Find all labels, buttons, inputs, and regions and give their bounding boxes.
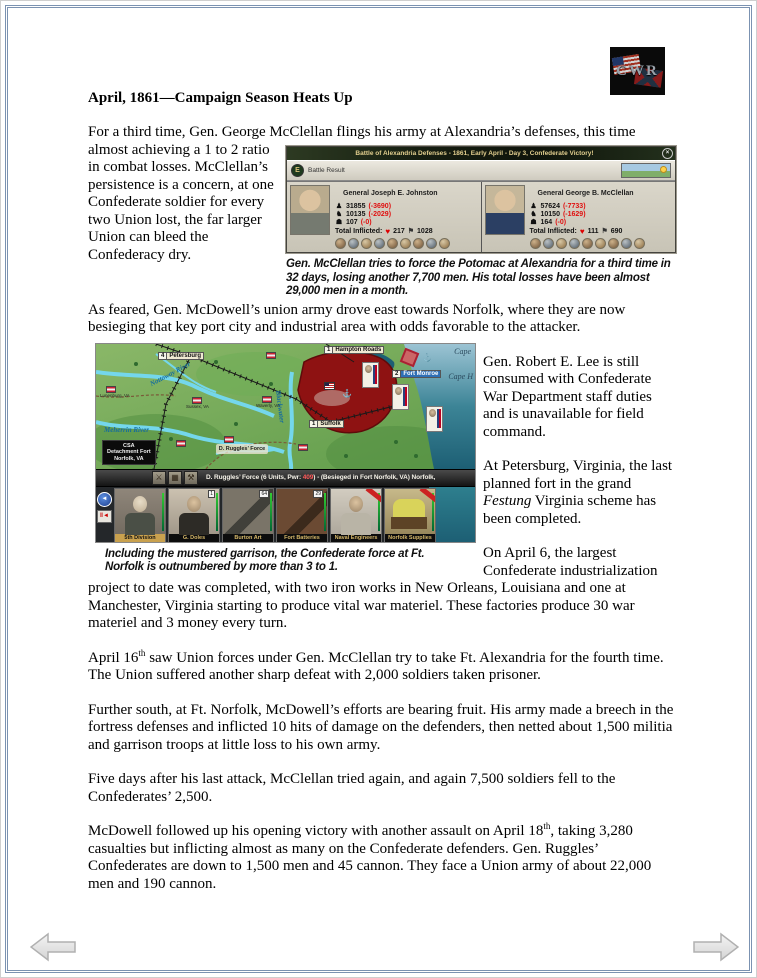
view-battlefield-button[interactable] [621,163,671,178]
union-unit-stack[interactable] [392,384,409,410]
sea-label-cape-h: Cape H [448,371,473,381]
heart-icon: ♥ [579,227,585,236]
unit-panel [96,487,475,542]
festung-italic: Festung [483,493,532,509]
johnston-portrait [290,185,330,235]
map-label-fort-monroe[interactable]: 2 Fort Monroe [392,370,441,378]
paragraph-3: Gen. Robert E. Lee is still consumed with Confederate War Department staff duties and is unavailable for field command. [483,353,652,440]
prisoners-icon: ⚑ [601,228,608,235]
confederate-flag-marker[interactable] [262,396,272,403]
unit-portrait-row [335,238,478,249]
cannon-icon: ☗ [335,219,343,226]
force-label: D. Ruggles’ Force [216,444,268,455]
previous-page-arrow[interactable] [30,932,76,967]
battle-result-icon: E [291,164,304,177]
union-flag-marker[interactable] [324,382,335,390]
paragraph-6: April 16th saw Union forces under Gen. McClellan try to take Ft. Alexandria for the fourth time. The Union suffered another sharp defeat with 2,000 soldiers taken prisoner. [88,647,664,683]
town-label: Lunenburg, VA [100,392,130,398]
map-label-petersburg[interactable]: 4 Petersburg [158,352,204,360]
paragraph-9: McDowell followed up his opening victory with another assault on April 18th, taking 3,280 casualties but inflicting almost as many on the Confederate defenders. Gen. Ruggles’ Confederates are down to 1,500 men and 45 cannon. They face a Union army of about 22,000 men and 190 cannon. [88,821,652,892]
horse-icon: ♞ [335,211,343,218]
guns-stat: ☗ 164 (-0) [530,219,567,226]
supply-icon[interactable]: ▦ [168,471,182,485]
battle-result-figure [286,146,676,299]
collapse-panel-button[interactable]: ◄ [97,492,112,507]
confederate-flag-marker[interactable] [192,397,202,404]
general-name: General George B. McClellan [537,189,634,197]
unit-card[interactable]: 29 Fort Batteries [276,488,328,543]
battle-dialog-title: Battle of Alexandria Defenses - 1861, Early April - Day 3, Confederate Victory! [355,149,594,157]
general-name: General Joseph E. Johnston [343,189,438,197]
town-label: Sussex, VA [186,403,209,409]
anchor-icon: ⚓ [422,352,432,362]
river-label-nottoway: Nottoway River [148,359,192,388]
confederate-flag-marker[interactable] [106,386,116,393]
guns-stat: ☗ 107 (-0) [335,219,372,226]
total-inflicted: Total Inflicted: ♥ 111 ⚑ 690 [529,227,623,236]
map-label-suffolk[interactable]: 1 Suffolk [309,420,344,428]
unit-portrait-row [530,238,673,249]
horses-stat: ♞ 10135 (-2029) [335,211,392,218]
close-icon[interactable]: × [662,148,673,159]
union-unit-stack[interactable] [426,406,443,432]
logo-monogram: CWR [616,62,659,79]
confederate-flag-marker[interactable] [224,436,234,443]
paragraph-5: On April 6, the largest Confederate industrialization project to date was completed, with two iron works in New Orleans, Louisiana and one at Manchester, Virginia starting to produce vital war materiel. These factories produce 30 war materiel and 3 money every turn. [88,545,658,631]
paragraph-8: Five days after his last attack, McClellan tried again, and again 7,500 soldiers fell to the Confederates’ 2,500. [88,771,616,805]
campaign-map[interactable] [95,343,476,543]
paragraph-7: Further south, at Ft. Norfolk, McDowell’s efforts are bearing fruit. His army made a breech in the fortress defenses and inflicted 10 hits of damage on the defenders, then netted about 1,500 militia and garrison troops at little loss to his own army. [88,701,674,753]
battle-result-label: Battle Result [308,166,345,174]
unit-card[interactable]: 1 G. Doles [168,488,220,543]
heart-icon: ♥ [385,227,391,236]
river-label-meherrin: Meherrin River [104,425,149,434]
soldier-icon: ♟ [335,203,343,210]
anchor-icon: ⚓ [342,388,352,398]
attack-posture-icon[interactable]: ⚔ [152,471,166,485]
map-label-hampton-roads[interactable]: 1 Hampton Roads [324,346,384,354]
men-stat: ♟ 57624 (-7733) [530,203,586,210]
unit-tooltip: CSA Detachment Fort Norfolk, VA [102,440,156,466]
unit-card[interactable]: 64 Burton Art [222,488,274,543]
next-page-arrow[interactable] [693,932,739,967]
paragraph-1-line-1: For a third time, Gen. George McClellan flings his army at Alexandria’s defenses, this time [88,124,636,140]
confederate-flag-marker[interactable] [298,444,308,451]
map-caption: Including the mustered garrison, the Confederate force at Ft. Norfolk is outnumbered by more than 3 to 1. [105,547,425,573]
unit-card[interactable]: 5th Division [114,488,166,543]
prisoners-icon: ⚑ [407,228,415,235]
battle-result-dialog [286,146,676,254]
men-stat: ♟ 31855 (-3690) [335,203,392,210]
paragraph-4: At Petersburg, Virginia, the last planned fort in the grand Festung Virginia scheme has been completed. [483,458,673,527]
battle-dialog-toolbar [287,160,675,181]
union-unit-stack[interactable] [362,362,379,388]
halt-button[interactable]: ‖◄ [97,510,112,523]
force-status-text: D. Ruggles’ Force (6 Units, Pwr: 409) - (Besieged in Fort Norfolk, VA) Norfolk, [206,474,436,481]
union-panel [482,182,676,253]
page-title: April, 1861—Campaign Season Heats Up [88,90,353,106]
document-content [88,0,676,893]
force-status-bar [96,469,475,487]
soldier-icon: ♟ [530,203,537,210]
sea-label-cape: Cape [454,346,471,356]
total-inflicted: Total Inflicted: ♥ 217 ⚑ 1028 [335,227,433,236]
battle-dialog-titlebar [287,147,675,160]
horse-icon: ♞ [530,211,537,218]
mcclellan-portrait [485,185,525,235]
cannon-icon: ☗ [530,219,537,226]
town-label: Waverly, VA [256,402,280,408]
unit-card[interactable]: Norfolk Supplies [384,488,436,543]
unit-card[interactable]: Naval Engineers [330,488,382,543]
confederate-panel [287,182,481,253]
confederate-flag-marker[interactable] [176,440,186,447]
paragraph-2: As feared, Gen. McDowell’s union army drove east towards Norfolk, where they are now besieging that key port city and industrial area with odds favorable to the attacker. [88,301,626,335]
paragraph-1-wrap: Battle of Alexandria Defenses - 1861, Early April - Day 3, Confederate Victory! × E Battle Result General Joseph E. Johnston ♟ 31855 (-3690) ♞ 10135 (-2029) ☗ 107 (-0) Total Inflicted: ♥ 217 ⚑ 1028 General George B. McClellan ♟ 57624 (-7733) ♞ 10150 (-1629) ☗ 164 (-0) Total Inflicted: ♥ 111 ⚑ 690 Gen. McClellan tries to force the Potomac at Alexandria for a third time in 32 days, losing another 7,700 men. His total losses have been almost 29,000 men in a month. almost achieving a 1 to 2 ratio in combat losses. McClellan’s persistence is a concern, at one Confederate soldier for every two Union lost, the far larger Union can bleed the Confederacy dry. [88,142,676,265]
map-figure [95,343,474,575]
battle-caption: Gen. McClellan tries to force the Potomac at Alexandria for a third time in 32 days, losing another 7,700 men. His total losses have been almost 29,000 men in a month. [286,258,671,297]
battle-panels [287,181,675,253]
river-label-blackwater: Blackwater [274,389,286,423]
horses-stat: ♞ 10150 (-1629) [530,211,586,218]
confederate-flag-marker[interactable] [266,352,276,359]
build-icon[interactable]: ⚒ [184,471,198,485]
